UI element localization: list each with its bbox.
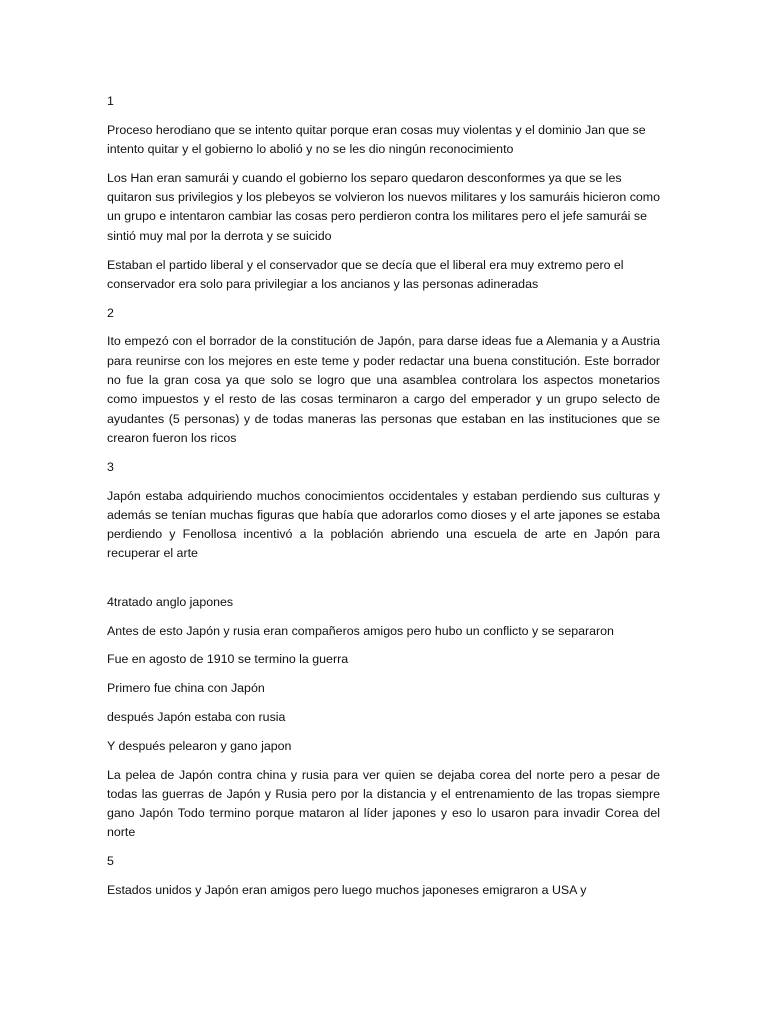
section-number: 2 [107, 305, 114, 320]
section-number: 1 [107, 94, 114, 108]
paragraph: Estados unidos y Japón eran amigos pero luego muchos japoneses emigraron a USA y [107, 883, 587, 897]
section-number: 5 [107, 854, 114, 869]
paragraph: Estaban el partido liberal y el conservador que se decía que el liberal era muy extremo pero el conservador era solo para privilegiar a los ancianos y las personas adineradas [107, 257, 624, 291]
paragraph: La pelea de Japón contra china y rusia para ver quien se dejaba corea del norte pero a pesar de todas las guerras de Japón y Rusia pero por la distancia y el entrenamiento de las tropas siempre gano Japón Todo termino porque mataron al líder japones y eso lo usaron para invadir Corea del norte [107, 767, 660, 840]
section-number: 3 [107, 459, 114, 474]
document-page [107, 92, 660, 910]
paragraph: Y después pelearon y gano japon [107, 738, 292, 753]
paragraph: Japón estaba adquiriendo muchos conocimientos occidentales y estaban perdiendo sus culturas y además se tenían muchas figuras que había que adorarlos como dioses y el arte japones se estaba perdiendo y Fenollosa incentivó a la población abriendo una escuela de arte en Japón para recuperar el arte [107, 488, 660, 561]
paragraph: Proceso herodiano que se intento quitar porque eran cosas muy violentas y el dominio Jan que se intento quitar y el gobierno lo abolió y no se les dio ningún reconocimiento [107, 122, 646, 157]
paragraph: Los Han eran samurái y cuando el gobierno los separo quedaron desconformes ya que se les quitaron sus privilegios y los plebeyos se volvieron los nuevos militares y los samuráis hicieron como un grupo e intentaron cambiar las cosas pero perdieron contra los militares pero el jefe samurái se sintió muy mal por la derrota y se suicido [107, 170, 661, 243]
paragraph: Primero fue china con Japón [107, 681, 265, 696]
section-heading: 4tratado anglo japones [107, 594, 234, 609]
paragraph: después Japón estaba con rusia [107, 709, 286, 724]
paragraph: Ito empezó con el borrador de la constitución de Japón, para darse ideas fue a Alemania y a Austria para reunirse con los mejores en este teme y poder redactar una buena constitución. Este borrador no fue la gran cosa ya que solo se logro que una asamblea controlara los aspectos monetarios como impuestos y el resto de las cosas terminaron a cargo del emperador y un grupo selecto de ayudantes (5 personas) y de todas maneras las personas que estaban en las instituciones que se crearon fueron los ricos [107, 334, 660, 445]
paragraph: Antes de esto Japón y rusia eran compañeros amigos pero hubo un conflicto y se separaron [107, 623, 614, 638]
paragraph: Fue en agosto de 1910 se termino la guerra [107, 652, 349, 667]
